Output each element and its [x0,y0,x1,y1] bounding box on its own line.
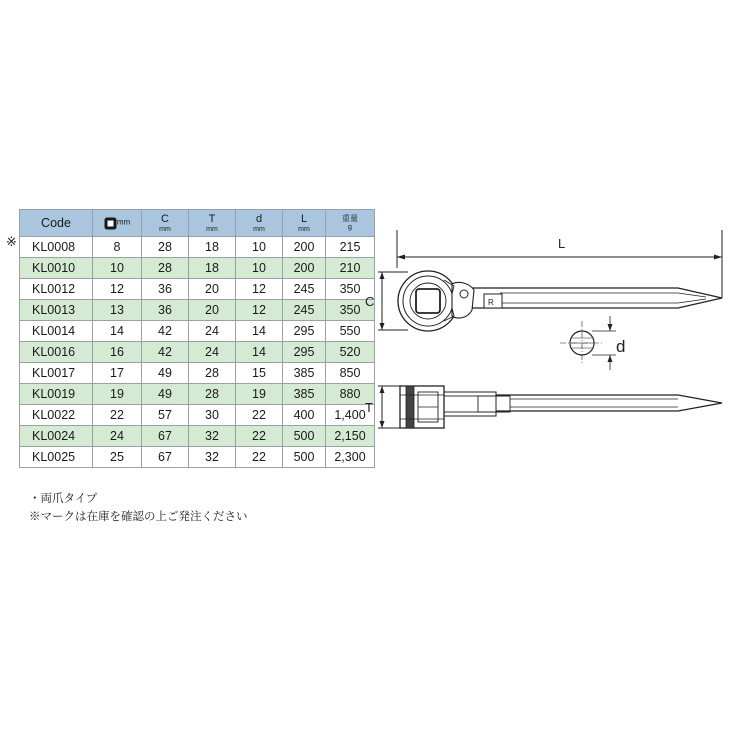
note-stock-check: ※マークは在庫を確認の上ご発注ください [29,511,248,523]
cell-t: 28 [189,363,236,384]
cell-l: 400 [283,405,326,426]
header-l [283,210,326,237]
cell-d: 12 [236,300,283,321]
cell-l: 200 [283,258,326,279]
cell-d: 22 [236,405,283,426]
cell-d: 12 [236,279,283,300]
dimension-label-c: C [365,294,375,309]
header-c-symbol: C [161,212,169,225]
header-l-symbol: L [300,212,308,225]
cell-code: KL0016 [20,342,93,363]
cell-weight: 350 [326,300,375,321]
cell-c: 28 [142,258,189,279]
cell-l: 500 [283,447,326,468]
cell-weight: 520 [326,342,375,363]
cell-l: 385 [283,363,326,384]
table-row [20,426,375,447]
header-d-symbol: d [255,212,263,225]
cell-t: 18 [189,258,236,279]
notes [29,490,248,526]
header-t [189,210,236,237]
cell-d: 22 [236,426,283,447]
cell-weight: 2,300 [326,447,375,468]
cell-square-size: 8 [93,237,142,258]
cell-code: KL0017 [20,363,93,384]
cell-square-size: 14 [93,321,142,342]
cell-code: KL0022 [20,405,93,426]
header-t-unit: mm [206,225,218,233]
header-t-symbol: T [208,212,216,225]
cell-l: 295 [283,342,326,363]
cell-t: 20 [189,279,236,300]
cell-c: 67 [142,447,189,468]
table-row [20,300,375,321]
spec-table [19,209,375,468]
stock-mark-asterisk: ※ [6,234,17,249]
cell-l: 385 [283,384,326,405]
cell-t: 20 [189,300,236,321]
cell-c: 67 [142,426,189,447]
cell-t: 28 [189,384,236,405]
cell-square-size: 25 [93,447,142,468]
cell-c: 28 [142,237,189,258]
cell-weight: 215 [326,237,375,258]
cell-code: KL0012 [20,279,93,300]
cell-square-size: 19 [93,384,142,405]
cell-square-size: 16 [93,342,142,363]
cell-weight: 2,150 [326,426,375,447]
table-row [20,258,375,279]
cell-code: KL0014 [20,321,93,342]
table-row [20,279,375,300]
table-row [20,342,375,363]
wrench-top-view [398,271,722,331]
cell-c: 49 [142,363,189,384]
cell-code: KL0008 [20,237,93,258]
cell-c: 42 [142,321,189,342]
cell-t: 32 [189,447,236,468]
ratchet-wrench-drawing [360,220,730,450]
cell-c: 42 [142,342,189,363]
cell-weight: 850 [326,363,375,384]
cell-l: 245 [283,279,326,300]
cell-t: 24 [189,321,236,342]
header-d [236,210,283,237]
cell-code: KL0010 [20,258,93,279]
cell-d: 22 [236,447,283,468]
table-header-row [20,210,375,237]
header-c-unit: mm [159,225,171,233]
header-square-unit: mm [116,218,131,228]
d-section [560,316,616,370]
cell-l: 500 [283,426,326,447]
cell-weight: 880 [326,384,375,405]
cell-square-size: 13 [93,300,142,321]
note-double-pawl: ・両爪タイプ [29,493,98,505]
table-row [20,405,375,426]
cell-d: 19 [236,384,283,405]
cell-d: 10 [236,237,283,258]
header-weight-symbol: 重量 [342,214,358,223]
cell-code: KL0025 [20,447,93,468]
table-row [20,321,375,342]
square-socket-icon [104,217,117,230]
table-row [20,447,375,468]
cell-square-size: 22 [93,405,142,426]
cell-d: 14 [236,321,283,342]
table-row [20,237,375,258]
cell-d: 10 [236,258,283,279]
cell-t: 30 [189,405,236,426]
spec-table-body [20,237,375,468]
header-l-unit: mm [298,225,310,233]
cell-weight: 1,400 [326,405,375,426]
header-square-size [93,210,142,237]
cell-code: KL0019 [20,384,93,405]
cell-code: KL0013 [20,300,93,321]
cell-c: 57 [142,405,189,426]
cell-square-size: 17 [93,363,142,384]
header-code: Code [20,210,93,237]
cell-square-size: 10 [93,258,142,279]
dimension-label-t: T [365,400,373,415]
cell-l: 200 [283,237,326,258]
cell-t: 32 [189,426,236,447]
table-row [20,384,375,405]
cell-c: 36 [142,279,189,300]
cell-d: 15 [236,363,283,384]
wrench-side-view [400,386,722,428]
cell-l: 295 [283,321,326,342]
cell-weight: 550 [326,321,375,342]
direction-mark-r: R [488,298,494,307]
cell-c: 49 [142,384,189,405]
dimension-label-d: d [616,337,626,356]
cell-t: 18 [189,237,236,258]
cell-weight: 350 [326,279,375,300]
cell-weight: 210 [326,258,375,279]
cell-square-size: 12 [93,279,142,300]
header-c [142,210,189,237]
header-d-unit: mm [253,225,265,233]
cell-t: 24 [189,342,236,363]
cell-d: 14 [236,342,283,363]
cell-l: 245 [283,300,326,321]
table-row [20,363,375,384]
cell-square-size: 24 [93,426,142,447]
header-weight-unit: g [348,224,352,231]
cell-code: KL0024 [20,426,93,447]
cell-c: 36 [142,300,189,321]
dimension-label-l: L [558,236,566,251]
